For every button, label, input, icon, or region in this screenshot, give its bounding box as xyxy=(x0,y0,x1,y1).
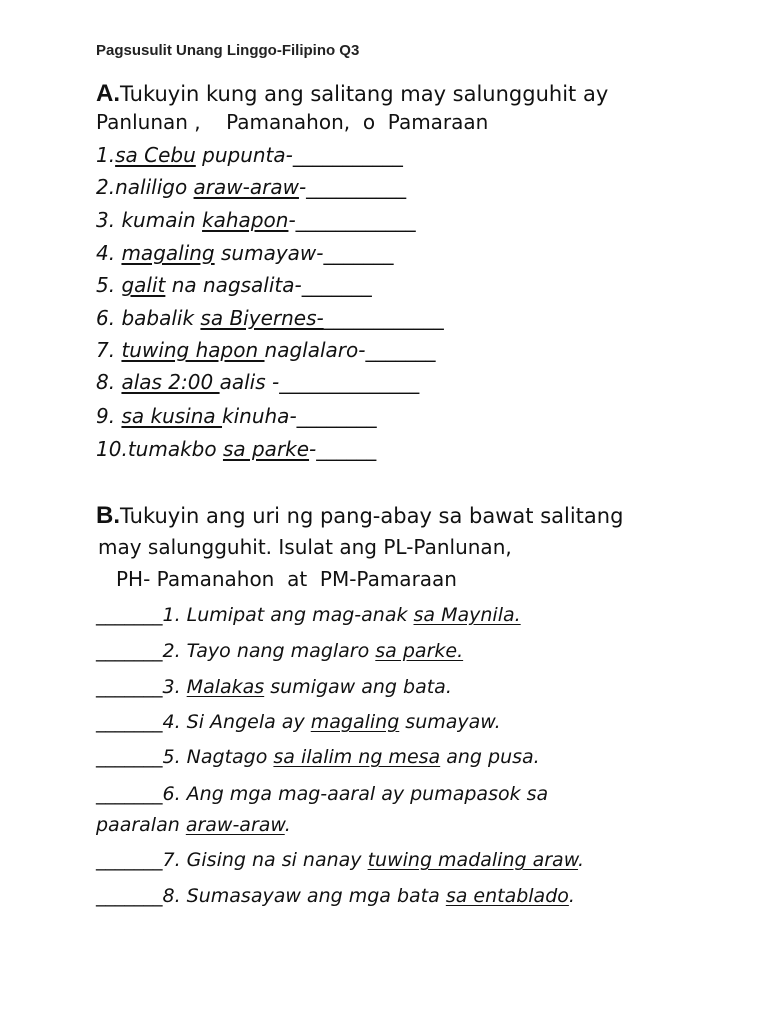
part-a-item-3: 3. kumain kahapon-____________ xyxy=(96,208,416,232)
part-a-instruction: Tukuyin kung ang salitang may salungguhit ay xyxy=(120,82,609,106)
part-b-instruction-line-2: may salungguhit. Isulat ang PL-Panlunan, xyxy=(98,535,512,559)
part-a-choices: Panlunan , Pamanahon, o Pamaraan xyxy=(96,110,489,134)
part-b-item-6: _______6. Ang mga mag-aaral ay pumapasok sa xyxy=(96,783,549,805)
part-a-item-10: 10.tumakbo sa parke-______ xyxy=(96,437,377,461)
part-a-title xyxy=(96,80,608,108)
part-a-item-7: 7. tuwing hapon naglalaro-_______ xyxy=(96,338,436,362)
part-a-item-4: 4. magaling sumayaw-_______ xyxy=(96,241,394,265)
part-a-item-1: 1.sa Cebu pupunta-___________ xyxy=(96,143,403,167)
part-b-instruction-line-3: PH- Pamanahon at PM-Pamaraan xyxy=(116,567,457,591)
part-b-item-1: _______1. Lumipat ang mag-anak sa Maynila. xyxy=(96,604,521,626)
part-b-title xyxy=(96,502,623,530)
part-a-item-5: 5. galit na nagsalita-_______ xyxy=(96,273,372,297)
part-b-item-5: _______5. Nagtago sa ilalim ng mesa ang pusa. xyxy=(96,746,540,768)
part-b-item-8: _______8. Sumasayaw ang mga bata sa entablado. xyxy=(96,885,575,907)
part-b-instruction: Tukuyin ang uri ng pang-abay sa bawat salitang xyxy=(120,504,624,528)
part-a-item-8: 8. alas 2:00 aalis -______________ xyxy=(96,370,420,394)
part-b-item-3: _______3. Malakas sumigaw ang bata. xyxy=(96,676,452,698)
part-a-letter: A. xyxy=(96,80,120,107)
worksheet-header: Pagsusulit Unang Linggo-Filipino Q3 xyxy=(96,42,360,59)
part-a-item-6: 6. babalik sa Biyernes-____________ xyxy=(96,306,444,330)
part-b-item-4: _______4. Si Angela ay magaling sumayaw. xyxy=(96,711,501,733)
part-b-item-7: _______7. Gising na si nanay tuwing madaling araw. xyxy=(96,849,585,871)
part-a-item-9: 9. sa kusina kinuha-________ xyxy=(96,404,377,428)
part-b-letter: B. xyxy=(96,502,120,529)
part-b-item-2: _______2. Tayo nang maglaro sa parke. xyxy=(96,640,464,662)
part-b-item-6-continued: paaralan araw-araw. xyxy=(96,814,291,836)
part-a-item-2: 2.naliligo araw-araw-__________ xyxy=(96,175,407,199)
